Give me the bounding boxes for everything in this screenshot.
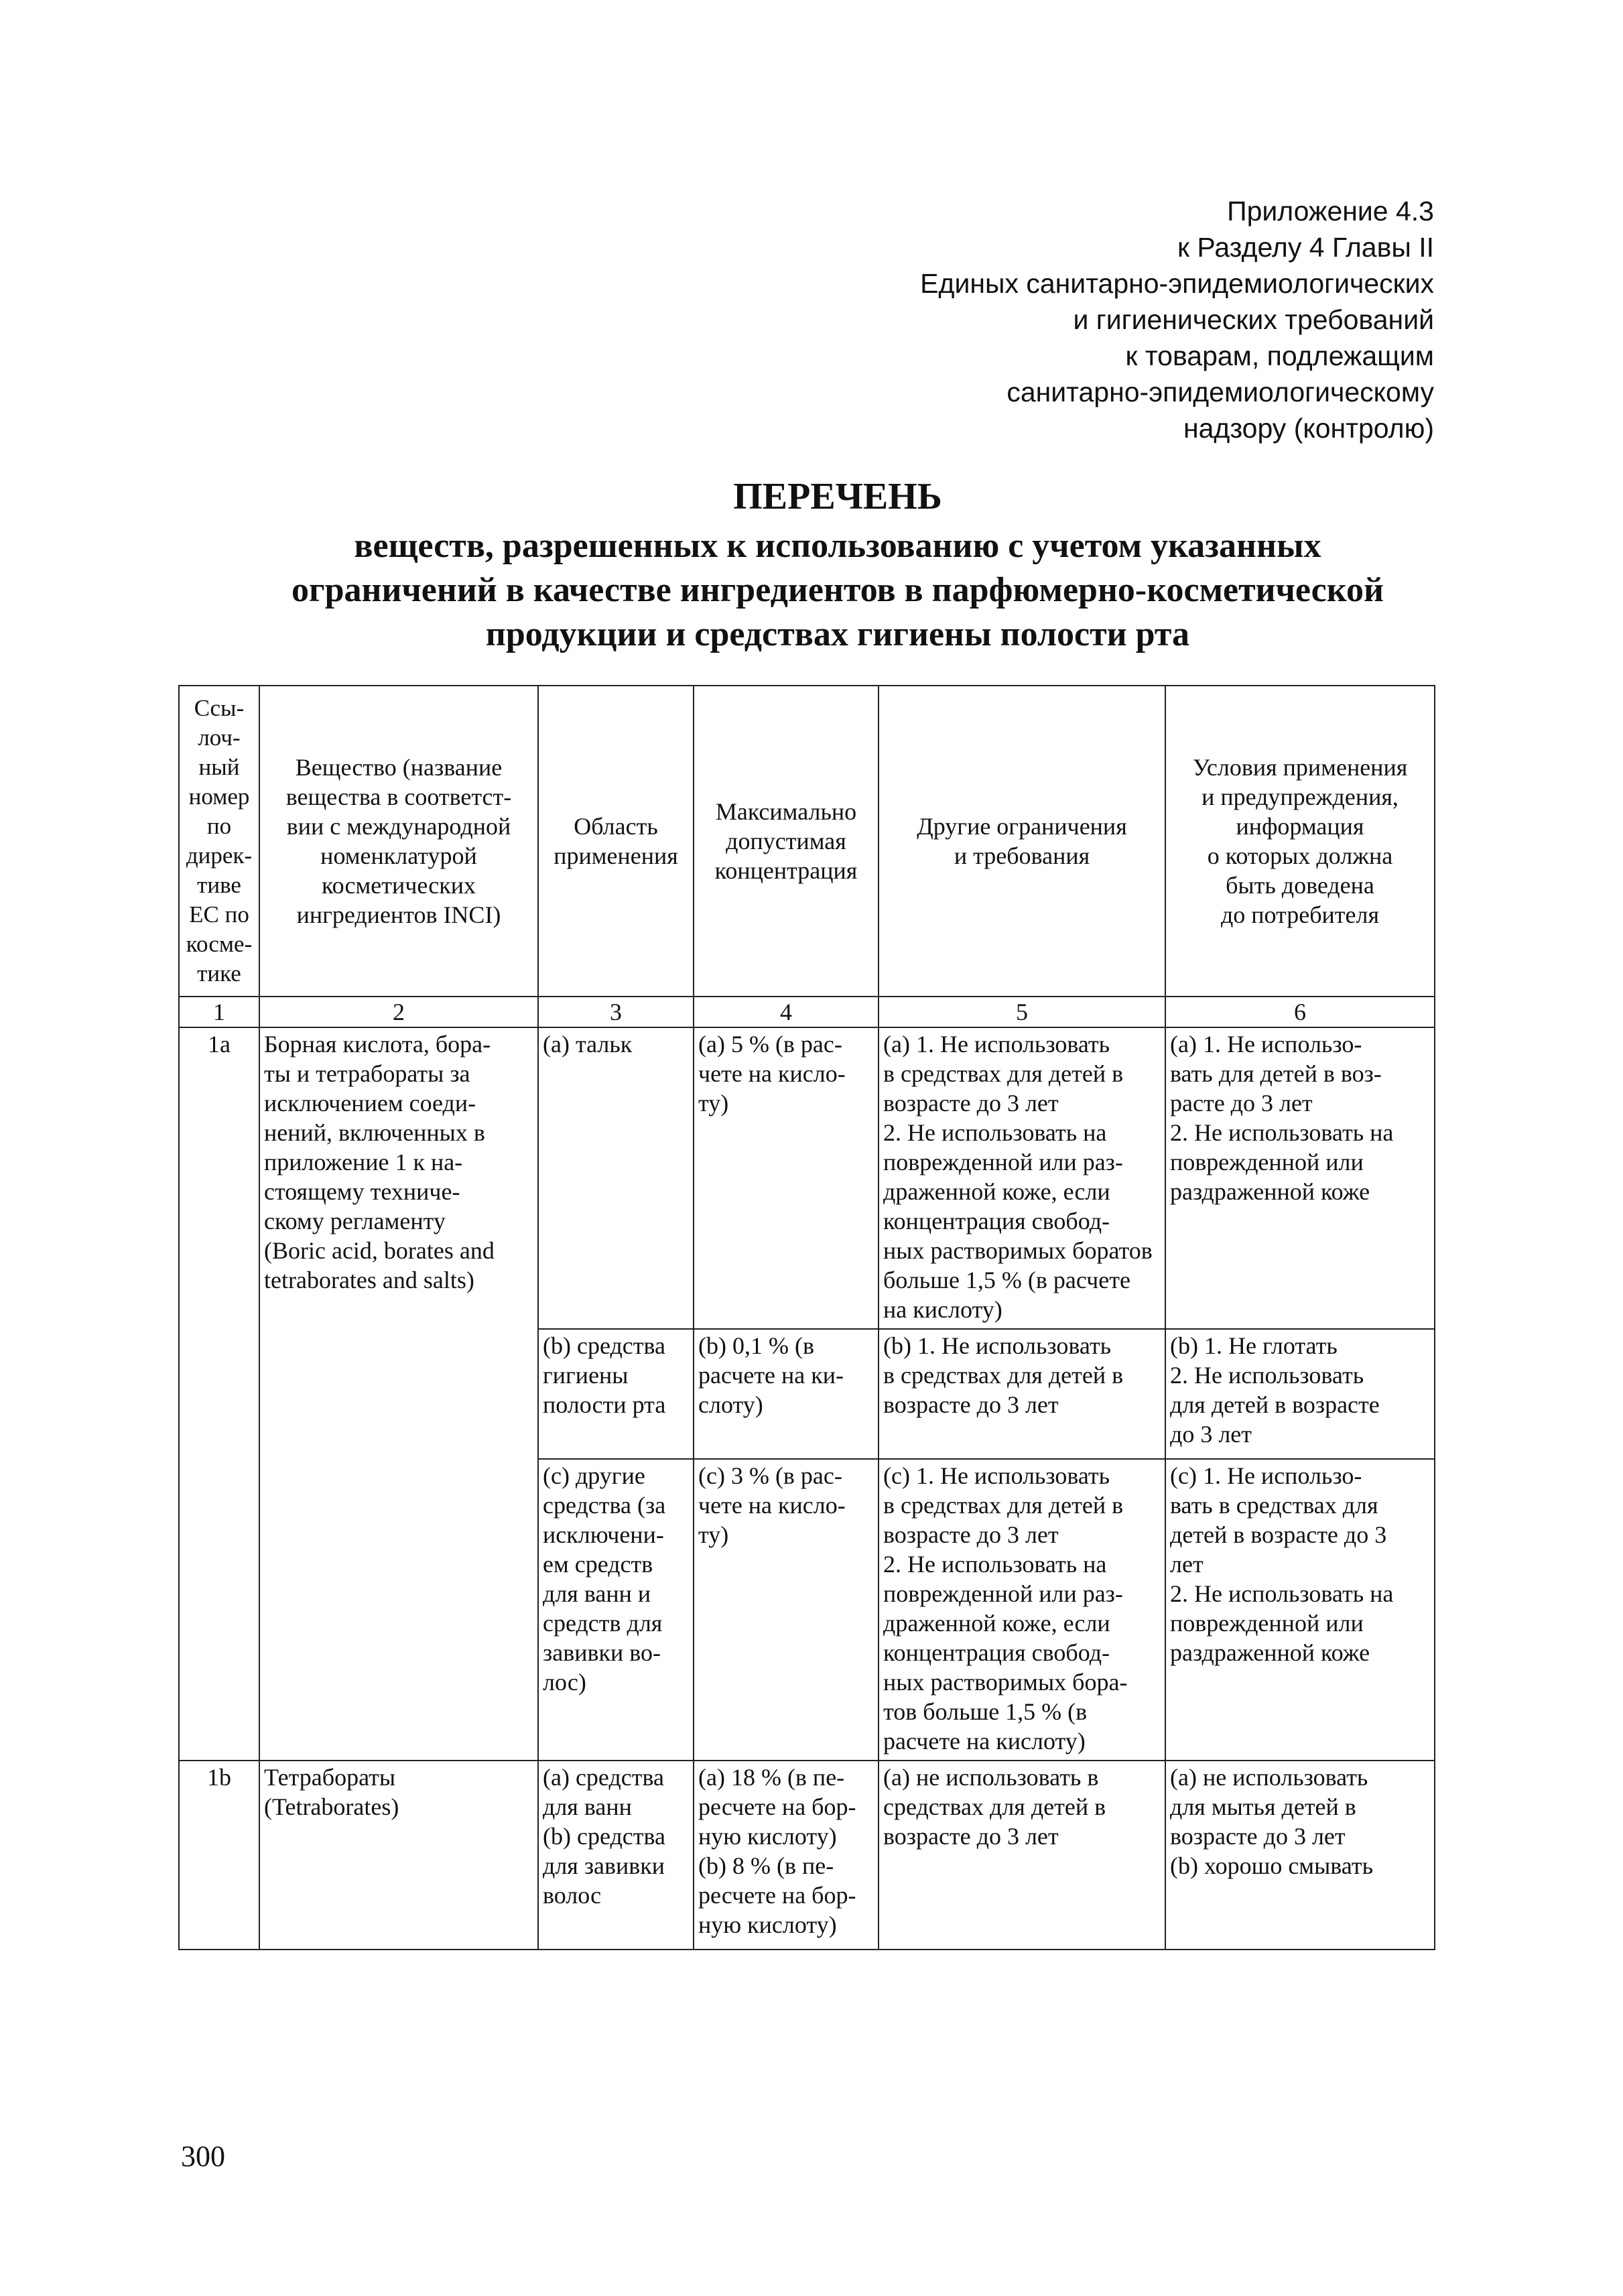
concentration-cell: (с) 3 % (в рас- чете на кисло- ту) [694,1459,879,1761]
header-ref-number: Ссы- лоч- ный номер по дирек- тиве ЕС по косме- тике [179,686,259,997]
ref-number-cell: 1b [179,1761,259,1950]
substances-table [178,685,1435,1950]
conditions-cell: (с) 1. Не использо- вать в средствах для детей в возрасте до 3 лет 2. Не использовать на поврежденной или раздраженной коже [1165,1459,1435,1761]
application-area-cell: (а) средства для ванн (b) средства для завивки волос [538,1761,694,1950]
annex-line: к Разделу 4 Главы II [1177,232,1434,263]
annex-line: санитарно-эпидемиологическому [1007,377,1434,407]
application-area-cell: (а) тальк [538,1027,694,1329]
substance-cell: Борная кислота, бора- ты и тетрабораты за исключением соеди- нений, включенных в приложение 1 к на- стоящему техниче- скому регламенту (Boric acid, borates and tetraborates and salts) [259,1027,538,1761]
conditions-cell: (а) 1. Не использо- вать для детей в воз- расте до 3 лет 2. Не использовать на поврежденной или раздраженной коже [1165,1027,1435,1329]
column-number: 6 [1165,997,1435,1027]
column-number: 1 [179,997,259,1027]
annex-line: Единых санитарно-эпидемиологических [920,268,1434,299]
header-substance: Вещество (название вещества в соответст- вии с международной номенклатурой косметических ингредиентов INCI) [259,686,538,997]
header-max-concentration: Максимально допустимая концентрация [694,686,879,997]
other-restrictions-cell: (b) 1. Не использовать в средствах для детей в возрасте до 3 лет [879,1329,1165,1459]
conditions-cell: (а) не использовать для мытья детей в возрасте до 3 лет (b) хорошо смывать [1165,1761,1435,1950]
concentration-cell: (а) 5 % (в рас- чете на кисло- ту) [694,1027,879,1329]
annex-line: надзору (контролю) [1183,413,1434,444]
substance-cell: Тетрабораты (Tetraborates) [259,1761,538,1950]
column-number: 2 [259,997,538,1027]
annex-line: к товарам, подлежащим [1125,340,1434,371]
application-area-cell: (с) другие средства (за исключени- ем средств для ванн и средств для завивки во- лос) [538,1459,694,1761]
other-restrictions-cell: (а) 1. Не использовать в средствах для детей в возрасте до 3 лет 2. Не использовать на поврежденной или раз- драженной коже, если концентрация свобод- ных растворимых боратов больше 1,5 % (в расчете на кислоту) [879,1027,1165,1329]
header-conditions-warnings: Условия применения и предупреждения, информация о которых должна быть доведена до потребителя [1165,686,1435,997]
subtitle-line: продукции и средствах гигиены полости рта [485,615,1190,653]
table-row [179,1761,1435,1950]
conditions-cell: (b) 1. Не глотать 2. Не использовать для детей в возрасте до 3 лет [1165,1329,1435,1459]
concentration-cell: (а) 18 % (в пе- ресчете на бор- ную кислоту) (b) 8 % (в пе- ресчете на бор- ную кислоту) [694,1761,879,1950]
subtitle-line: ограничений в качестве ингредиентов в парфюмерно-косметической [291,571,1384,609]
column-number: 4 [694,997,879,1027]
title-subtitle [168,524,1508,657]
table-row [179,1027,1435,1329]
annex-reference [563,193,1434,446]
column-number: 5 [879,997,1165,1027]
concentration-cell: (b) 0,1 % (в расчете на ки- слоту) [694,1329,879,1459]
other-restrictions-cell: (с) 1. Не использовать в средствах для детей в возрасте до 3 лет 2. Не использовать на поврежденной или раз- драженной коже, если концентрация свобод- ных растворимых бора- тов больше 1,5 % (в расчете на кислоту) [879,1459,1165,1761]
page-number: 300 [181,2140,225,2173]
annex-line: и гигиенических требований [1073,304,1434,335]
header-application-area: Область применения [538,686,694,997]
annex-line: Приложение 4.3 [1227,196,1434,227]
document-title [168,473,1508,657]
subtitle-line: веществ, разрешенных к использованию с учетом указанных [354,527,1321,565]
title-main: ПЕРЕЧЕНЬ [733,476,942,517]
column-number: 3 [538,997,694,1027]
application-area-cell: (b) средства гигиены полости рта [538,1329,694,1459]
header-other-restrictions: Другие ограничения и требования [879,686,1165,997]
ref-number-cell: 1a [179,1027,259,1761]
table-header-row [179,686,1435,997]
other-restrictions-cell: (а) не использовать в средствах для детей в возрасте до 3 лет [879,1761,1165,1950]
column-number-row [179,997,1435,1027]
